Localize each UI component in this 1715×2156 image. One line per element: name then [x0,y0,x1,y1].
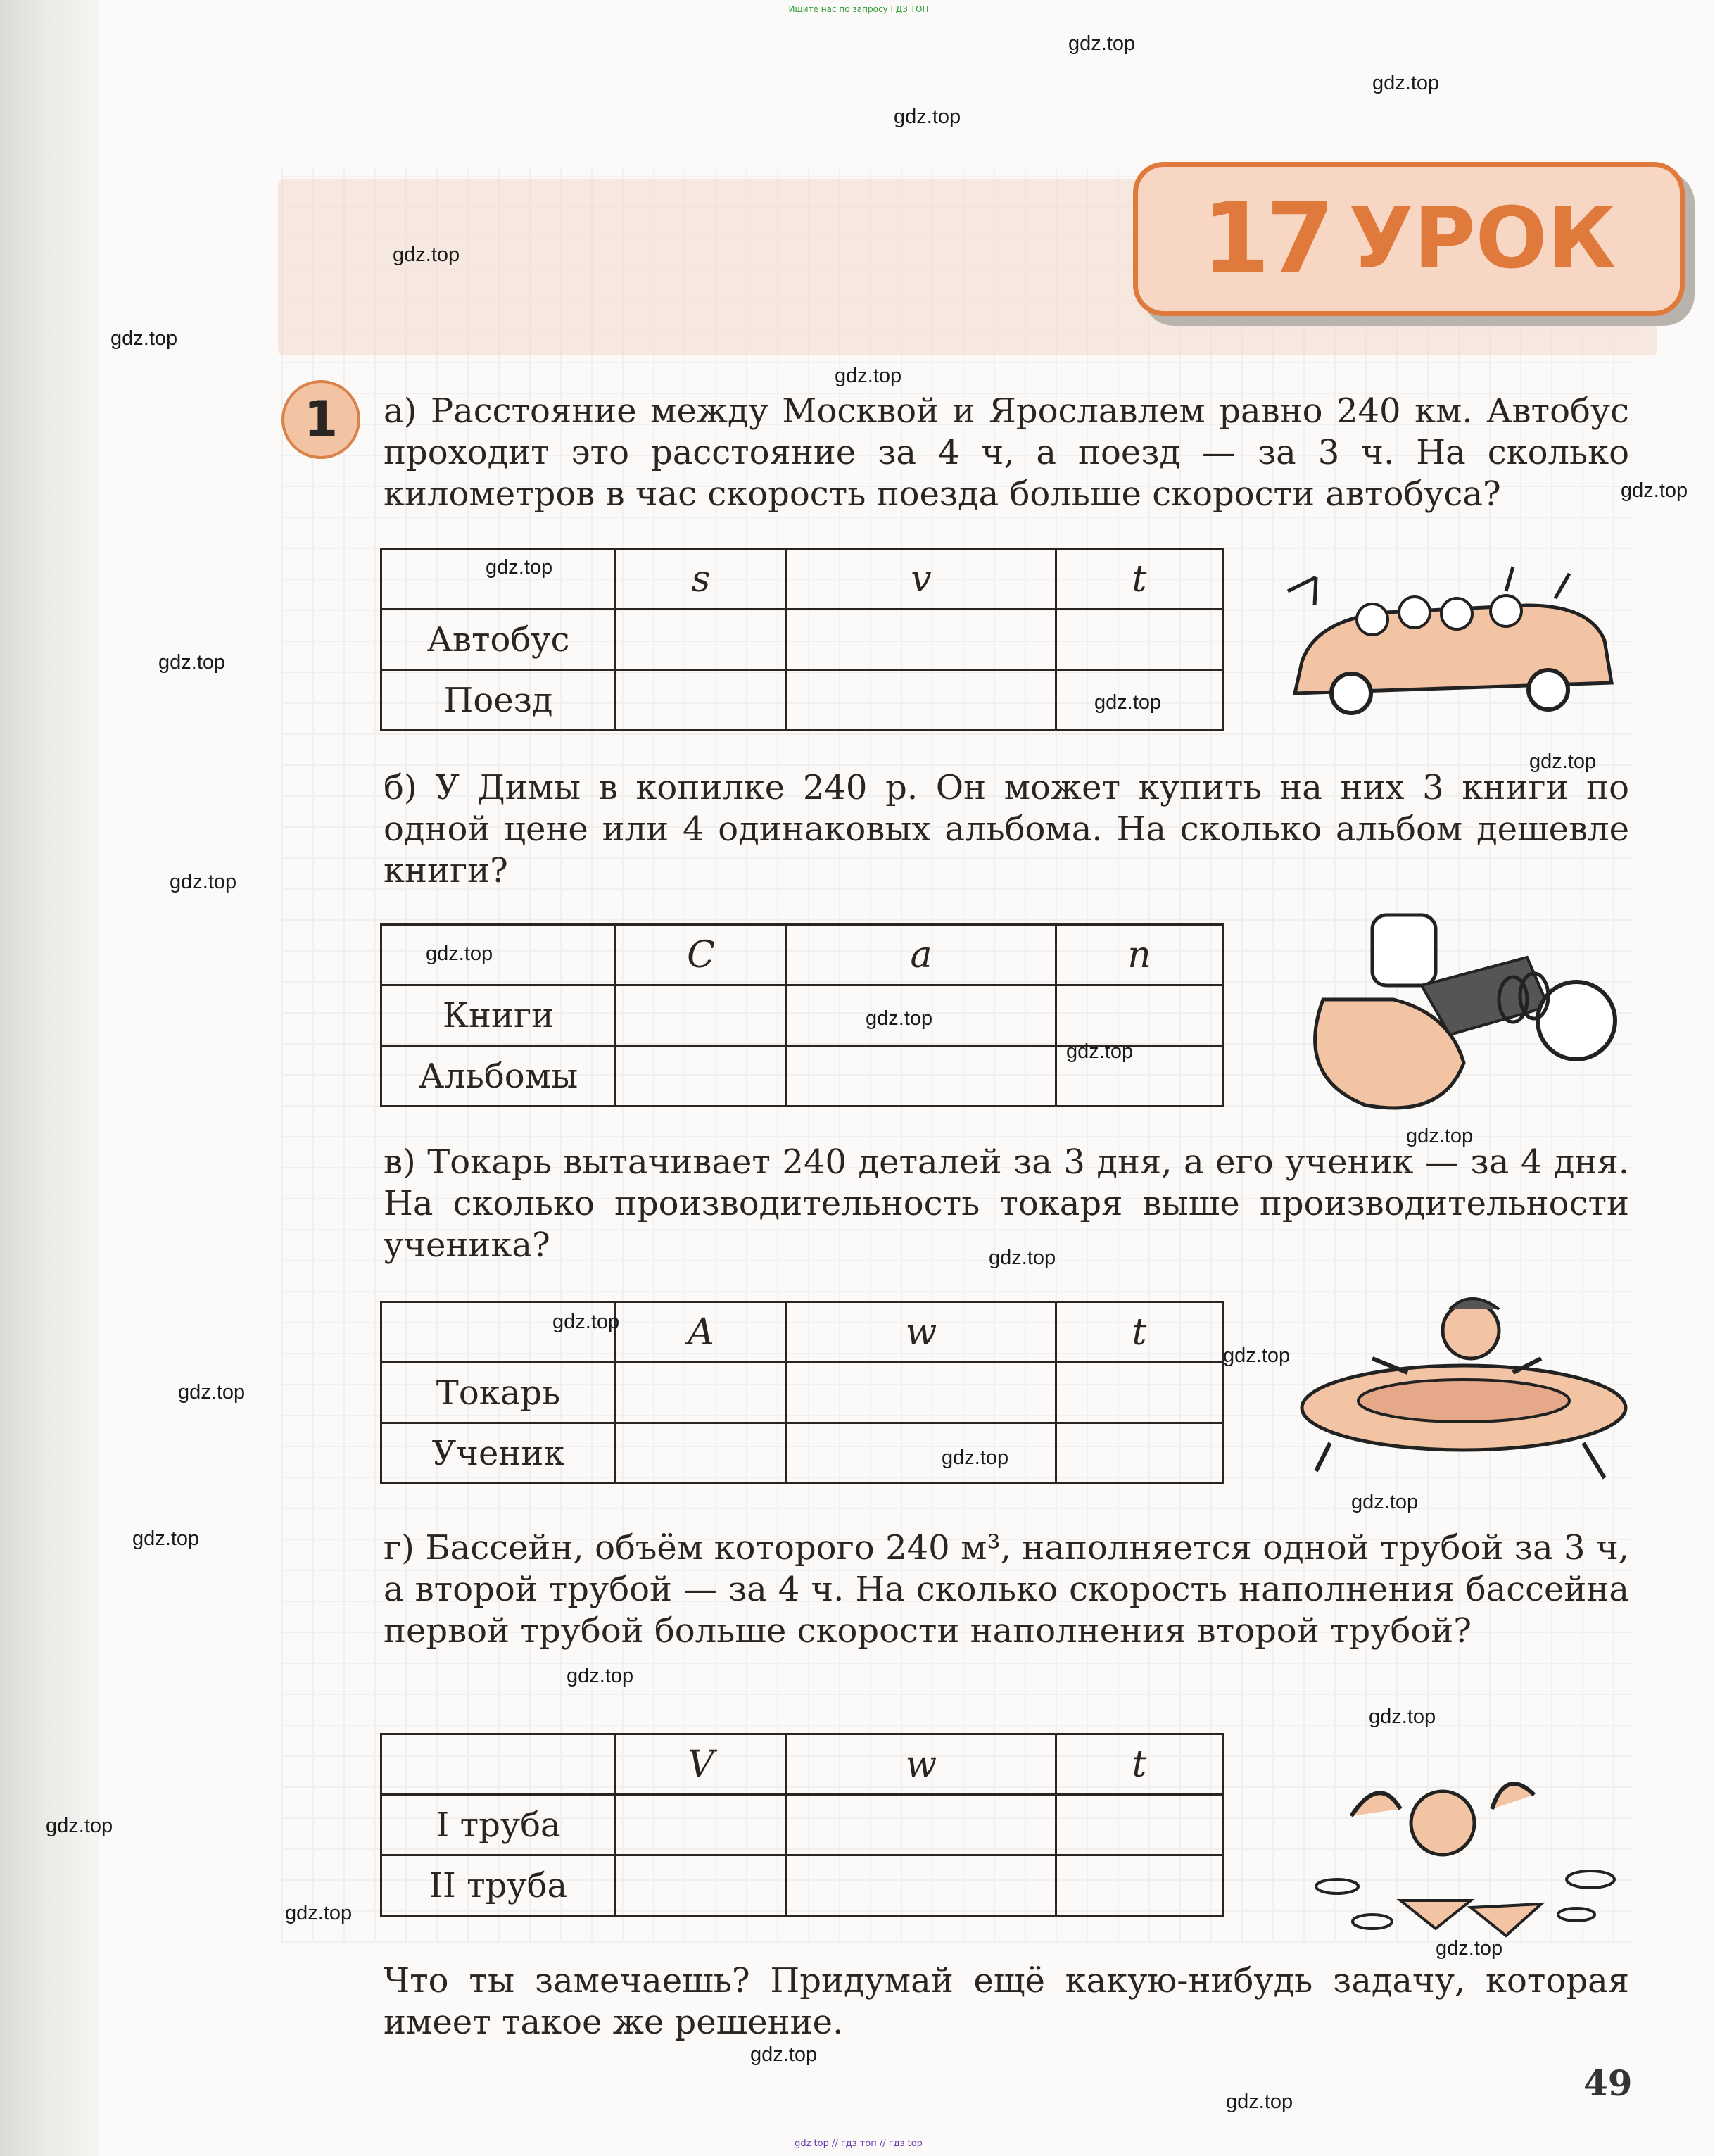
bus-cartoon-illustration [1274,563,1633,725]
watermark-text: gdz.top [132,1527,200,1550]
watermark-text: gdz.top [426,943,493,965]
watermark-text: gdz.top [1406,1125,1474,1147]
lesson-number: 17 [1201,182,1331,296]
table-cell [787,1363,1056,1423]
watermark-text: gdz.top [835,365,902,387]
watermark-text: gdz.top [1223,1344,1291,1367]
site-note: Ищите нас по запросу ГДЗ ТОП [788,4,929,14]
table-cell [1056,1363,1223,1423]
table-cell [787,670,1056,731]
watermark-text: gdz.top [989,1247,1056,1269]
money-purse-illustration [1281,894,1633,1119]
table-cell [1056,610,1223,670]
table-header-cell: a [787,925,1056,985]
table-header-row [381,925,1223,985]
table-header-cell: v [787,549,1056,610]
task-closing-question: Что ты замечаешь? Придумай ещё какую-нибудь задачу, которая имеет такое же решение. [384,1961,1629,2042]
table-cell [616,610,787,670]
table-row-label: Книги [381,985,616,1046]
table-row [381,1363,1223,1423]
watermark-text: gdz.top [486,556,553,579]
table-header-row [381,1302,1223,1363]
table-cell [787,1046,1056,1107]
table-cell [616,985,787,1046]
table-cell [787,610,1056,670]
table-part-b [380,923,1224,1107]
watermark-text: gdz.top [393,244,460,266]
table-cell [1056,1855,1223,1916]
table-header-cell: w [787,1302,1056,1363]
watermark-text: gdz.top [178,1381,246,1404]
watermark-text: gdz.top [1369,1706,1436,1728]
table-corner-cell [381,925,616,985]
task-part-d: г) Бассейн, объём которого 240 м³, наполняется одной трубой за 3 ч, а второй трубой — за 4 ч. На сколько скорость наполнения бассейна первой трубой больше скорости наполнения второй трубой? [384,1528,1629,1651]
table-cell [616,1423,787,1484]
table-cell [1056,1423,1223,1484]
table-cell [787,1423,1056,1484]
table-row [381,610,1223,670]
table-cell [616,1046,787,1107]
watermark-text: gdz.top [285,1902,353,1924]
watermark-text: gdz.top [158,651,226,674]
watermark-text: gdz.top [894,106,961,128]
watermark-text: gdz.top [46,1815,113,1837]
watermark-text: gdz.top [1529,750,1597,773]
table-header-cell: s [616,549,787,610]
table-row-label: II труба [381,1855,616,1916]
table-cell [616,1363,787,1423]
table-part-c [380,1301,1224,1484]
page-number: 49 [1583,2062,1633,2104]
table-header-cell: C [616,925,787,985]
watermark-text: gdz.top [1436,1937,1503,1960]
table-cell [787,1855,1056,1916]
task-part-b: б) У Димы в копилке 240 р. Он может купить на них 3 книги по одной цене или 4 одинаковых альбома. На сколько альбом дешевле книги? [384,768,1629,890]
table-row-label: Токарь [381,1363,616,1423]
table-cell [616,1795,787,1855]
table-header-cell: n [1056,925,1223,985]
watermark-text: gdz.top [866,1007,933,1030]
table-header-cell: A [616,1302,787,1363]
watermark-text: gdz.top [552,1311,620,1333]
table-header-row [381,1734,1223,1795]
watermark-text: gdz.top [1094,691,1162,714]
table-header-cell: t [1056,1302,1223,1363]
watermark-text: gdz.top [1621,479,1688,502]
table-row [381,1423,1223,1484]
table-row-label: Поезд [381,670,616,731]
table-row [381,985,1223,1046]
table-row [381,1855,1223,1916]
watermark-text: gdz.top [110,327,178,350]
table-cell [616,670,787,731]
table-part-d [380,1733,1224,1917]
swimmer-illustration [1295,1746,1647,1950]
watermark-text: gdz.top [942,1446,1009,1469]
lesson-word: УРОК [1348,190,1616,288]
watermark-text: gdz.top [567,1665,634,1687]
watermark-text: gdz.top [1372,72,1440,94]
footer-note: gdz top // гдз топ // гдз top [795,2138,923,2149]
task-number-badge: 1 [281,380,360,459]
watermark-text: gdz.top [1226,2091,1293,2113]
table-row-label: Ученик [381,1423,616,1484]
table-cell [1056,1795,1223,1855]
watermark-text: gdz.top [1066,1040,1134,1063]
task-part-c: в) Токарь вытачивает 240 деталей за 3 дня, а его ученик — за 4 дня. На сколько производительность токаря выше производительности ученика? [384,1142,1629,1265]
table-header-cell: V [616,1734,787,1795]
watermark-text: gdz.top [1068,32,1136,55]
lesson-badge [1133,162,1685,316]
table-header-cell: t [1056,549,1223,610]
table-cell [787,1795,1056,1855]
table-row-label: Автобус [381,610,616,670]
watermark-text: gdz.top [170,871,237,893]
table-row-label: Альбомы [381,1046,616,1107]
watermark-text: gdz.top [1351,1491,1419,1513]
task-part-a: а) Расстояние между Москвой и Ярославлем равно 240 км. Автобус проходит это расстояние за 4 ч, а поезд — за 3 ч. На сколько километров в час скорость поезда больше скорости автобуса? [384,391,1629,514]
table-cell [1056,985,1223,1046]
table-cell [616,1855,787,1916]
lathe-worker-illustration [1288,1281,1647,1492]
table-header-cell: w [787,1734,1056,1795]
table-row-label: I труба [381,1795,616,1855]
watermark-text: gdz.top [750,2043,818,2066]
table-header-cell: t [1056,1734,1223,1795]
table-corner-cell [381,1734,616,1795]
table-row [381,1795,1223,1855]
